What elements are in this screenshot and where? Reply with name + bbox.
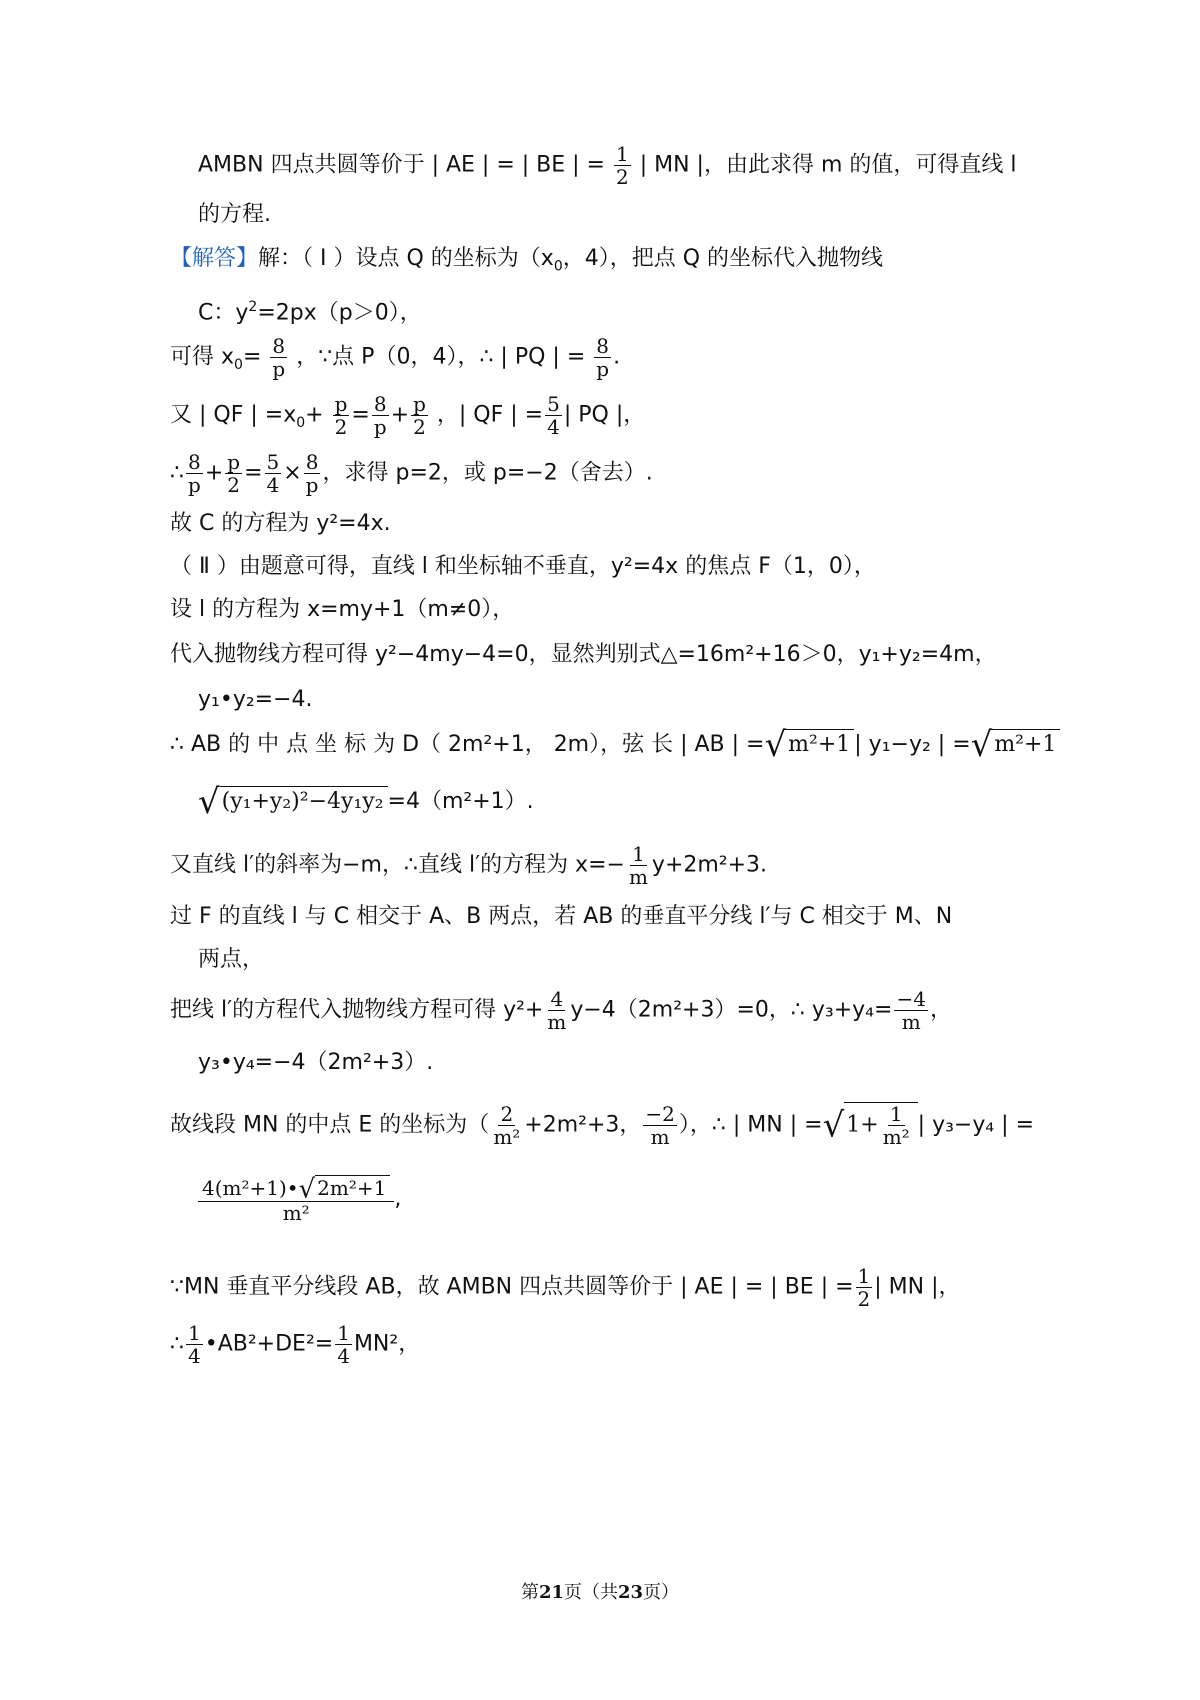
text: 过 F 的直线 l 与 C 相交于 A、B 两点，若 AB 的垂直平分线 l′与 C 相交于 M、N <box>170 904 953 929</box>
denominator: m² <box>882 1125 910 1149</box>
text: = <box>242 344 262 370</box>
denominator: p <box>305 473 319 497</box>
numerator: 1 <box>615 142 629 166</box>
fraction <box>894 988 927 1033</box>
denominator: p <box>272 357 286 381</box>
fraction <box>643 1103 676 1148</box>
denominator: p <box>596 357 610 381</box>
text: ∴ AB 的 中 点 坐 标 为 D（ 2m²+1， 2m），弦 长 | AB | = <box>170 732 765 757</box>
denominator: 4 <box>266 473 280 497</box>
text-line <box>170 843 767 888</box>
radicand: m²+1 <box>992 729 1060 760</box>
text: ，∵点 P（0，4），∴ | PQ | = <box>296 344 586 370</box>
radical-sign: √ <box>822 1105 845 1146</box>
text: （ Ⅱ ）由题意可得，直线 l 和坐标轴不垂直，y²=4x 的焦点 F（1，0）， <box>170 554 876 579</box>
fraction <box>335 1322 352 1367</box>
text-line <box>170 638 997 672</box>
numerator: 5 <box>547 392 560 416</box>
text: ，4），把点 Q 的坐标代入抛物线 <box>562 246 884 271</box>
text-line <box>198 1175 401 1224</box>
text: . <box>613 344 621 370</box>
text: AMBN 四点共圆等价于 | AE | = | BE | = <box>198 152 605 178</box>
fraction <box>304 451 321 496</box>
text: •AB²+DE²= <box>204 1331 334 1357</box>
text: ∴ <box>170 1331 184 1357</box>
denominator: p <box>188 473 201 497</box>
text-line <box>170 1322 420 1367</box>
text-line: 又 | QF | $=x_0+$ $\frac{p}{2}$ = $\frac{8}{p}$ + $\frac{p}{2}$ ，| QF | = $\frac{5}{4}$ | PQ |， <box>170 392 646 439</box>
text-line <box>170 507 391 541</box>
text: + <box>204 460 224 486</box>
text: 的方程. <box>198 202 271 227</box>
numerator: 1 <box>632 842 645 866</box>
text-line <box>170 988 952 1033</box>
numerator: −2 <box>645 1102 675 1126</box>
denominator: 2 <box>615 165 629 189</box>
denominator: 2 <box>227 473 241 497</box>
numerator: p <box>227 450 241 474</box>
footer-text: 第 <box>520 1582 539 1603</box>
fraction <box>270 335 287 380</box>
text: 故 C 的方程为 y²=4x. <box>170 511 391 536</box>
text: y₃•y₄=−4（2m²+3）. <box>198 1050 434 1075</box>
radicand <box>844 1102 917 1148</box>
numerator: 1 <box>889 1102 903 1126</box>
page-number: 21 <box>538 1582 564 1603</box>
text: 把线 l′的方程代入抛物线方程可得 y²+ <box>170 997 544 1023</box>
text: 可得 x <box>170 344 235 370</box>
fraction <box>491 1103 522 1148</box>
denominator: 4 <box>188 1344 201 1368</box>
text-line <box>170 1265 961 1310</box>
denominator: m² <box>493 1125 521 1149</box>
text: ，| QF | = <box>436 402 544 428</box>
text-line <box>198 198 271 232</box>
text: | MN |，由此求得 m 的值，可得直线 l <box>639 152 1017 178</box>
text: 4(m²+1)• <box>202 1176 299 1200</box>
text-line <box>170 725 1060 765</box>
denominator: 4 <box>547 415 560 439</box>
denominator: m² <box>282 1200 310 1225</box>
text-line: C：$y^2=2px(p>0)$， <box>198 299 422 326</box>
numerator: 1 <box>857 1264 871 1288</box>
text: ， <box>929 997 952 1023</box>
text: C：y <box>198 300 249 326</box>
text: , <box>394 1186 402 1212</box>
radicand: 2m²+1 <box>315 1175 390 1200</box>
denominator: m <box>650 1125 670 1149</box>
denominator: 4 <box>337 1344 350 1368</box>
numerator: p <box>334 392 348 416</box>
fraction <box>198 1175 394 1224</box>
text-line <box>198 683 313 717</box>
text: 解：（ Ⅰ ）设点 Q 的坐标为（x <box>258 246 554 271</box>
text: 又 | QF | =x <box>170 402 297 428</box>
text: 故线段 MN 的中点 E 的坐标为（ <box>170 1112 490 1138</box>
numerator: 8 <box>305 450 319 474</box>
text: y+2m²+3. <box>651 852 768 878</box>
denominator: p <box>373 415 387 439</box>
text: | PQ |， <box>563 402 646 428</box>
text: +2m²+3， <box>524 1112 642 1138</box>
numerator: 5 <box>266 450 280 474</box>
fraction <box>265 451 282 496</box>
text: | y₁−y₂ | = <box>854 732 971 757</box>
fraction <box>186 1322 203 1367</box>
text: ∵MN 垂直平分线段 AB，故 AMBN 四点共圆等价于 | AE | = | BE | = <box>170 1274 854 1300</box>
fraction <box>881 1103 912 1148</box>
numerator: 2 <box>500 1102 514 1126</box>
text-line: 可得 $x_0=$ $\frac{8}{p}$ ，∵点 P（0，4），∴ | PQ | = $\frac{8}{p}$ . <box>170 334 621 381</box>
denominator: 2 <box>334 415 348 439</box>
page-footer <box>0 1578 1200 1604</box>
text: ，求得 p=2，或 p=−2（舍去）. <box>322 460 653 486</box>
fraction <box>411 393 428 438</box>
text-line <box>170 451 653 496</box>
radical-sign: √ <box>764 725 787 765</box>
numerator: 8 <box>596 334 610 358</box>
text: ），∴ | MN | = <box>678 1112 823 1138</box>
text-line <box>198 782 534 822</box>
footer-text: 页） <box>643 1582 680 1603</box>
fraction <box>594 335 611 380</box>
radical-sign: √ <box>298 1174 316 1205</box>
text: + <box>305 402 324 428</box>
fraction <box>225 451 242 496</box>
footer-text: 页（共 <box>564 1582 618 1603</box>
text-line <box>198 943 264 977</box>
fraction <box>333 393 350 438</box>
fraction <box>614 143 631 188</box>
radical-sign: √ <box>198 782 220 822</box>
text: 两点， <box>198 947 265 972</box>
text: 设 l 的方程为 x=my+1（m≠0）， <box>170 597 515 622</box>
numerator: 8 <box>373 392 387 416</box>
text-line: 【解答】解：（ Ⅰ ）设点 Q 的坐标为（$x_0$，4），把点 Q 的坐标代入抛物线 <box>170 246 884 275</box>
text-line <box>170 900 952 934</box>
text: | y₃−y₄ | = <box>917 1112 1035 1138</box>
fraction <box>372 393 389 438</box>
text: ∴ <box>170 460 184 486</box>
fraction <box>186 451 203 496</box>
radicand: (y₁+y₂)²−4y₁y₂ <box>220 786 388 817</box>
numerator: 1 <box>188 1321 201 1345</box>
numerator: 8 <box>188 450 201 474</box>
text-line <box>170 593 514 627</box>
numerator: −4 <box>896 987 926 1011</box>
text: + <box>390 402 410 428</box>
text: | MN |， <box>874 1274 961 1300</box>
text: =4（m²+1）. <box>387 789 534 814</box>
numerator <box>198 1174 394 1205</box>
text-line <box>198 1046 433 1080</box>
denominator: m <box>628 865 648 889</box>
text: 又直线 l′的斜率为−m，∴直线 l′的方程为 x=− <box>170 852 625 878</box>
denominator: m <box>901 1010 921 1034</box>
radicand: m²+1 <box>786 729 854 760</box>
solution-tag: 【解答】 <box>170 246 259 271</box>
denominator: m <box>547 1010 567 1034</box>
numerator: 1 <box>337 1321 350 1345</box>
numerator: p <box>413 392 426 416</box>
text: MN²， <box>353 1331 421 1357</box>
text: = <box>244 460 263 486</box>
text: =2px（p＞0）， <box>257 300 422 326</box>
text-line <box>198 143 1017 188</box>
text-line <box>170 550 876 584</box>
text: 1+ <box>846 1112 879 1138</box>
fraction <box>545 393 562 438</box>
fraction <box>856 1265 873 1310</box>
text-line <box>170 1102 1034 1148</box>
denominator: 2 <box>857 1287 871 1311</box>
text: 代入抛物线方程可得 y²−4my−4=0，显然判别式△=16m²+16＞0，y₁+y₂=4m， <box>170 642 997 667</box>
denominator: 2 <box>413 415 426 439</box>
numerator: 4 <box>550 987 564 1011</box>
fraction <box>545 988 568 1033</box>
fraction <box>627 843 650 888</box>
text: y₁•y₂=−4. <box>198 687 313 712</box>
radical-sign: √ <box>970 725 993 765</box>
text: y−4（2m²+3）=0，∴ y₃+y₄= <box>570 997 893 1023</box>
page-total: 23 <box>618 1582 644 1603</box>
numerator: 8 <box>272 334 286 358</box>
text: = <box>351 402 370 428</box>
text: × <box>283 460 302 486</box>
